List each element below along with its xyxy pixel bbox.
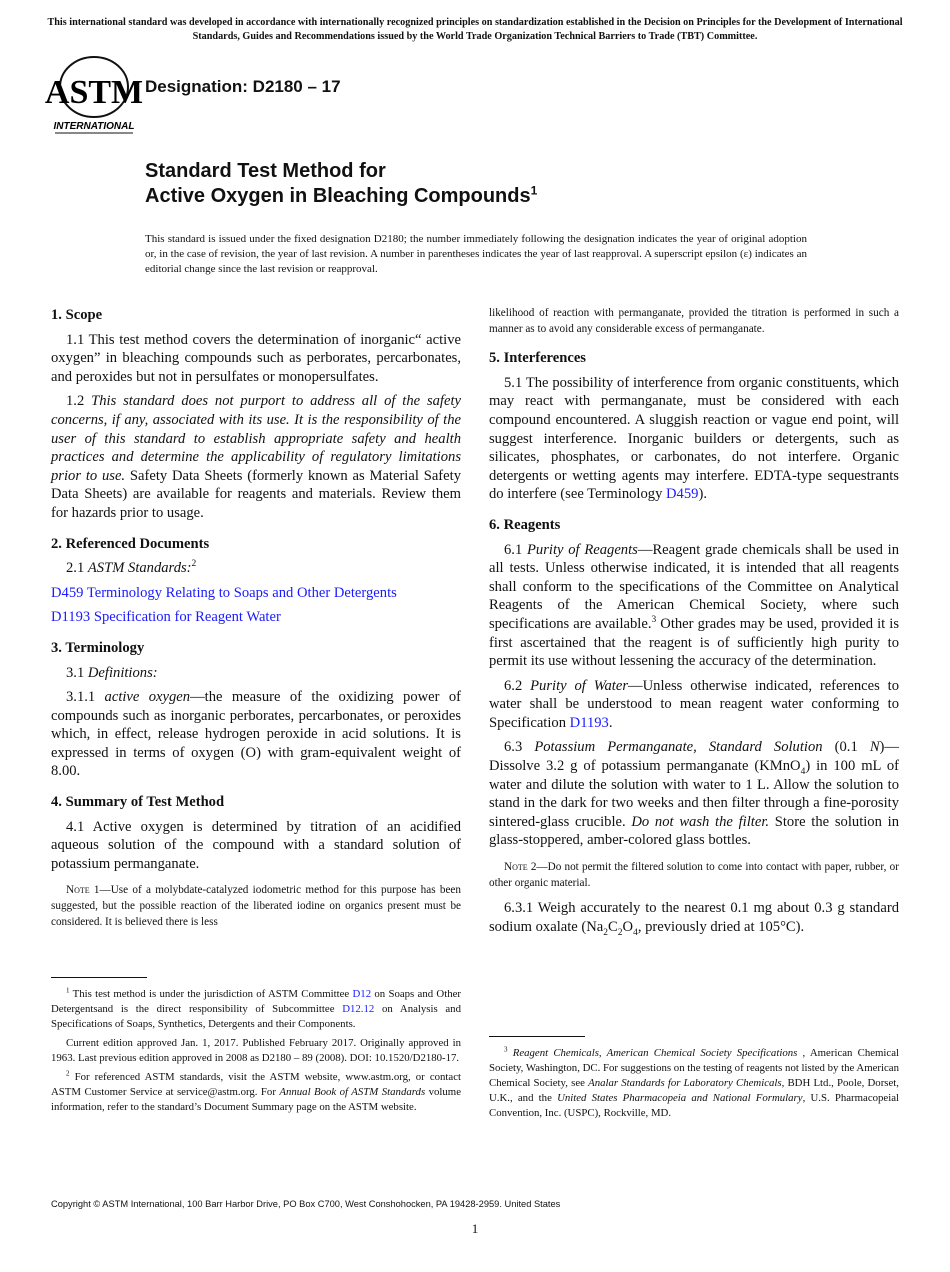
text-segment: 1.1 This test method covers the determination of inorganic“ active oxygen” in bleaching compounds such as perborates, percarbonates, and peroxides but not in persulfates or monopersulfates.: [51, 331, 461, 385]
copyright: Copyright © ASTM International, 100 Barr Harbor Drive, PO Box C700, West Conshohocken, PA 19428-2959. United States: [51, 1199, 561, 1209]
text-segment: on Analysis and Specifications of Soaps, Synthetics, Detergents and their Components.: [51, 1003, 461, 1030]
text-segment: For referenced ASTM standards, visit the ASTM website, www.astm.org, or contact ASTM Customer Service at service@astm.org. For: [51, 1071, 461, 1098]
title-line-2: Active Oxygen in Bleaching Compounds: [145, 185, 531, 207]
paragraph: [51, 584, 461, 603]
text-segment: Definitions:: [87, 664, 158, 681]
footnotes-right: [489, 1046, 899, 1125]
paragraph: [51, 559, 461, 578]
text-segment: ) in 100 mL of water and dilute the solution with water to 1 L. Allow the solution to stand in the dark for two weeks and then filter through a fine-porosity sintered-glass crucible.: [489, 758, 900, 830]
paragraph: [489, 738, 899, 850]
document-title: [145, 159, 537, 209]
text-segment: 5.1 The possibility of interference from organic constituents, which may react with permanganate, must be considered with each compound encountered. A sluggish reaction or vague end point, will suggest interference. Inorganic builders or detergents, such as silicates, phosphates, or carbonates, do not interfere. Organic detergents or wetting agents may interfere. EDTA-type sequestrants do interfere (see Terminology: [489, 374, 899, 503]
reference-link[interactable]: Terminology Relating to Soaps and Other Detergents: [83, 584, 397, 601]
text-segment: 1—Use of a molybdate-catalyzed iodometric method for this purpose has been suggested, but the possible reaction of the liberated iodine on organics present must be considered. It is believed there is less: [51, 884, 461, 928]
section-heading: 5. Interferences: [489, 350, 586, 367]
footnote: [51, 1036, 461, 1066]
left-column: [51, 306, 461, 938]
designation: Designation: D2180 – 17: [145, 77, 341, 96]
title-footnote-ref: 1: [530, 183, 538, 198]
text-segment: C: [608, 918, 618, 935]
text-segment: 4.1 Active oxygen is determined by titration of an acidified aqueous solution of the compound with a standard solution of potassium permanganate.: [51, 818, 461, 872]
text-segment: .: [608, 714, 613, 731]
text-segment: 4: [633, 927, 638, 938]
text-segment: Current edition approved Jan. 1, 2017. Published February 2017. Originally approved in 1963. Last previous edition approved in 2008 as D2180 – 89 (2008). DOI: 10.1520/D2180-17.: [51, 1037, 461, 1064]
reference-link[interactable]: D459: [666, 486, 699, 503]
text-segment: 6.3.1 Weigh accurately to the nearest 0.1 mg about 0.3 g standard sodium oxalate (Na: [489, 900, 899, 935]
paragraph: [51, 392, 461, 522]
text-segment: Safety Data Sheets (formerly known as Material Safety Data Sheets) are available for reagents and materials. Review them for hazards prior to usage.: [51, 467, 461, 521]
text-segment: 6.3: [504, 739, 535, 756]
text-segment: likelihood of reaction with permanganate, provided the titration is performed in such a manner as to avoid any considerable excess of permanganate.: [489, 307, 899, 335]
text-segment: Potassium Permanganate, Standard Solution: [534, 739, 823, 756]
text-segment: O: [622, 918, 634, 935]
section-heading: 4. Summary of Test Method: [51, 794, 225, 811]
paragraph: [489, 306, 899, 337]
logo-international-text: INTERNATIONAL: [53, 121, 135, 132]
footnotes-left: [51, 987, 461, 1119]
text-segment: Store the solution in glass-stoppered, amber-colored glass bottles.: [489, 813, 899, 849]
section-heading: 3. Terminology: [51, 639, 145, 656]
standard-abstract: This standard is issued under the fixed designation D2180; the number immediately following the designation indicates the year of original adoption or, in the case of revision, the year of last revision. A number in parentheses indicates the year of last reapproval. A superscript epsilon (ε) indicates an editorial change since the last revision or reapproval.: [145, 233, 807, 275]
text-segment: United States Pharmacopeia and National Formulary: [557, 1092, 803, 1104]
text-segment: —Reagent grade chemicals shall be used in all tests. Unless otherwise indicated, it is intended that all reagents shall conform to the specifications of the Committee on Analytical Reagents of the American Chemical Society, where such specifications are available.: [489, 541, 899, 632]
text-segment: 2.1: [66, 560, 88, 577]
text-segment: 2—Do not permit the filtered solution to come into contact with paper, rubber, or other organic material.: [489, 861, 899, 889]
text-segment: volume information, refer to the standard’s Document Summary page on the ASTM website.: [51, 1086, 461, 1113]
right-column: [489, 306, 899, 942]
reference-link[interactable]: D1193: [569, 714, 609, 731]
text-segment: 2: [617, 927, 623, 938]
reference-link[interactable]: D12.12: [342, 1003, 375, 1015]
paragraph: [51, 664, 461, 683]
section-heading: 1. Scope: [51, 307, 103, 323]
section-heading: 2. Referenced Documents: [51, 535, 210, 552]
text-segment: 4: [800, 766, 806, 777]
text-segment: 1: [66, 986, 70, 995]
text-segment: 3: [651, 615, 657, 626]
text-segment: This standard does not purport to address all of the safety concerns, if any, associated with its use. It is the responsibility of the user of this standard to establish appropriate safety and health practices and determine the applicability of regulatory limitations prior to use.: [51, 393, 461, 484]
note-paragraph: [51, 883, 461, 930]
title-line-1: Standard Test Method for: [145, 160, 386, 182]
paragraph: [489, 677, 899, 733]
text-segment: , BDH Ltd., Poole, Dorset, U.K., and the: [489, 1077, 899, 1104]
reference-link[interactable]: D12: [352, 988, 372, 1000]
text-segment: , American Chemical Society, Washington, DC. For suggestions on the testing of reagents not listed by the American Chemical Society, see: [489, 1047, 900, 1089]
page-number: 1: [471, 1221, 479, 1236]
paragraph: [489, 541, 899, 671]
text-segment: )—Dissolve 3.2 g of potassium permanganate (KMnO: [489, 739, 900, 775]
paragraph: [489, 899, 899, 936]
text-segment: 1.2: [66, 393, 92, 410]
text-segment: Do not wash the filter.: [631, 813, 770, 830]
reference-link[interactable]: D459: [51, 584, 84, 601]
paragraph: [51, 331, 461, 387]
footnote: [51, 987, 461, 1032]
text-segment: , previously dried at 105°C).: [637, 918, 805, 935]
paragraph: [51, 818, 461, 874]
text-segment: Annual Book of ASTM Standards: [279, 1086, 426, 1098]
text-segment: Analar Standards for Laboratory Chemicals: [588, 1077, 782, 1089]
text-segment: Purity of Water: [530, 677, 629, 694]
text-segment: ).: [698, 486, 707, 503]
text-segment: 3: [504, 1045, 508, 1054]
footnote: [51, 1070, 461, 1115]
footnote: [489, 1046, 899, 1121]
astm-logo: [44, 55, 144, 135]
text-segment: on Soaps and Other Detergentsand is the direct responsibility of Subcommittee: [51, 988, 461, 1015]
paragraph: [51, 688, 461, 781]
footnote-divider-right: [489, 1036, 585, 1037]
text-segment: —Unless otherwise indicated, references to water shall be understood to mean reagent water conforming to Specification: [489, 677, 900, 731]
paragraph: [51, 608, 461, 627]
text-segment: 2: [191, 559, 197, 570]
text-segment: Other grades may be used, provided it is first ascertained that the reagent is of sufficiently high purity to permit its use without lessening the accuracy of the determination.: [489, 615, 899, 670]
text-segment: Purity of Reagents: [527, 541, 638, 558]
text-segment: 2: [603, 927, 609, 938]
text-segment: 6.1: [504, 541, 527, 558]
header-notice: This international standard was developed in accordance with internationally recognized principles on standardization established in the Decision on Principles for the Development of International Standards, Guides and Recommendations issued by the World Trade Organization Technical Barriers to Trade (TBT) Committee.: [47, 17, 903, 42]
logo-mark-text: ASTM: [44, 74, 144, 111]
note-paragraph: [489, 860, 899, 891]
text-segment: ASTM Standards:: [87, 560, 192, 577]
text-segment: This test method is under the jurisdiction of ASTM Committee: [69, 988, 353, 1000]
text-segment: —the measure of the oxidizing power of compounds such as inorganic perborates, percarbonates, or peroxides which, in effect, release hydrogen peroxide in acid solutions. It is expressed in terms of oxygen (O) with gram-equivalent weight of 8.00.: [51, 689, 462, 780]
text-segment: 3.1.1: [66, 689, 105, 706]
text-segment: active oxygen: [104, 689, 191, 706]
text-segment: , U.S. Pharmacopeial Convention, Inc. (USPC), Rockville, MD.: [489, 1092, 900, 1119]
paragraph: [489, 374, 899, 504]
reference-link[interactable]: Specification for Reagent Water: [90, 609, 281, 626]
text-segment: 2: [66, 1069, 70, 1078]
text-segment: 3.1: [66, 664, 88, 681]
text-segment: (0.1: [822, 739, 870, 756]
text-segment: Reagent Chemicals, American Chemical Society Specifications: [512, 1047, 798, 1059]
footnote-divider-left: [51, 977, 147, 978]
section-heading: 6. Reagents: [489, 516, 561, 533]
text-segment: 6.2: [504, 677, 531, 694]
text-segment: Note: [504, 861, 528, 874]
reference-link[interactable]: D1193: [51, 609, 91, 626]
text-segment: Note: [66, 884, 90, 897]
text-segment: N: [869, 739, 880, 756]
